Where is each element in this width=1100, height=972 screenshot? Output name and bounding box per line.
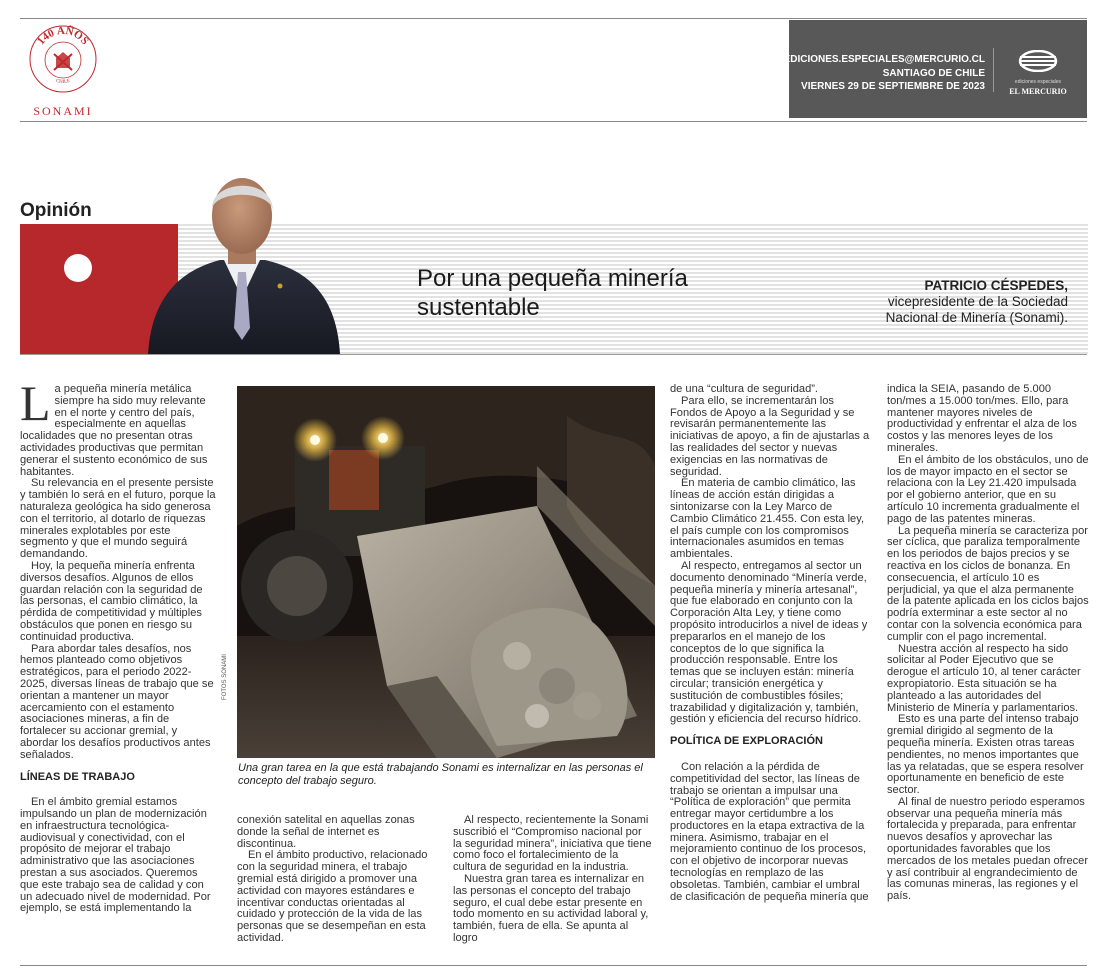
subheading-lineas: LÍNEAS DE TRABAJO: [20, 770, 135, 783]
author-name: PATRICIO CÉSPEDES,: [924, 278, 1068, 293]
article-photo: [237, 386, 655, 758]
publisher-sub: ediciones especiales: [1014, 79, 1062, 85]
paragraph: indica la SEIA, pasando de 5.000 ton/mes a 15.000 ton/mes. Ello, para mantener mayores niveles de productividad y enfrentar el alza de los costos y las menores leyes de los minerales.: [887, 383, 1077, 454]
photo-caption: Una gran tarea en la que está trabajando Sonami es internalizar en las personas el concepto del trabajo seguro.: [238, 762, 643, 787]
paragraph: Para ello, se incrementarán los Fondos de Apoyo a la Seguridad y se revisarán permanentemente las iniciativas de apoyo, a fin de ajustarlas a las realidades del sector y nuevas exigencias en las normativas de seguridad.: [670, 394, 870, 478]
author-role-2: Nacional de Minería (Sonami).: [885, 310, 1068, 325]
paragraph: En el ámbito de los obstáculos, uno de los de mayor impacto en el sector se relaciona con la Ley 21.420 impulsada por el gobierno anterior, que en su artículo 10 incrementa gradualmente el pago de las patentes mineras.: [887, 453, 1089, 525]
paragraph: En materia de cambio climático, las líneas de acción están dirigidas a sintonizarse con la Ley Marco de Cambio Climático 21.455. Con esta ley, el país cumple con los compromisos internacionales asumidos en temas ambientales.: [670, 477, 865, 561]
el-mercurio-logo: [1003, 50, 1073, 96]
paragraph-text: a pequeña minería metálica siempre ha sido muy relevante en el norte y centro del país, especialmente en aquellas localidades que no presentan otras actividades productivas que permitan generar el sustento económico de sus habitantes.: [20, 383, 208, 478]
photo-credit: FOTOS SONAMI: [222, 654, 228, 700]
paragraph: Nuestra acción al respecto ha sido solicitar al Poder Ejecutivo que se derogue el artículo 10, al tener carácter expropiatorio. Esta situación se ha planteado a las autoridades del Ministerio de Minería y parlamentarios.: [887, 642, 1081, 714]
paragraph: Esto es una parte del intenso trabajo gremial dirigido al segmento de la pequeña minería. Existen otras tareas pendientes, no menos importantes que las ya relatadas, que se espera resolver oportunamente en beneficio de este sector.: [887, 713, 1084, 797]
sonami-logo: [22, 24, 104, 120]
org-name: SONAMI: [33, 104, 93, 118]
banner-bottom-line: [20, 354, 1087, 355]
header-divider: [993, 48, 994, 92]
seal-ring-bottom-path: CHILE: [55, 78, 71, 85]
author-role-1: vicepresidente de la Sociedad: [887, 294, 1068, 309]
seal-years: [35, 25, 91, 47]
paragraph: En el ámbito gremial estamos impulsando un plan de modernización en infraestructura tecnológica-audiovisual y conectividad, con el propósito de mejorar el trabajo administrativo que las asociaciones prestan a sus asociados. Queremos que este trabajo sea de calidad y con un adecuado nivel de modernidad. Por ejemplo, se está implementando la: [20, 796, 211, 915]
section-label: Opinión: [20, 200, 92, 221]
publisher-name: EL MERCURIO: [1009, 87, 1067, 96]
paragraph: conexión satelital en aquellas zonas donde la señal de internet es discontinua.: [237, 814, 415, 850]
mining-loader-image: [237, 386, 655, 758]
seal-ring-bottom: [55, 79, 71, 85]
paragraph: En el ámbito productivo, relacionado con la seguridad minera, el trabajo gremial está dirigido a promover una actividad con mayores estándares e incentivar conductas orientadas al cuidado y protección de la vida de las personas que se desempeñan en esta actividad.: [237, 849, 428, 944]
paragraph: Con relación a la pérdida de competitividad del sector, las líneas de trabajo se orientan a impulsar una “Política de exploración” que permita entregar mayor certidumbre a los productores en la etapa extractiva de la minera. Asimismo, trabajar en el mejoramiento continuo de los procesos, con el objetivo de incorporar nuevas tecnologías en remplazo de las obsoletas. También, cambiar el umbral de clasificación de pequeña minería que: [670, 760, 869, 903]
paragraph: La pequeña minería se caracteriza por ser cíclica, que paraliza temporalmente en los periodos de bajos precios y se reactiva en los ciclos de bonanza. En consecuencia, el artículo 10 es perjudicial, ya que el alza permanente de la patente aplicada en los ciclos bajos podría exterminar a este sector al no contar con la solvencia económica para cumplir con el pago incremental.: [887, 524, 1089, 643]
edition-city: SANTIAGO DE CHILE: [882, 67, 985, 79]
column-4: [670, 384, 870, 903]
paragraph: de una “cultura de seguridad”.: [670, 383, 819, 395]
seal-years-path: 140 AÑOS: [35, 24, 91, 48]
el-mercurio-emblem-icon: [1018, 50, 1058, 72]
banner-dot: [64, 254, 92, 282]
paragraph: Al respecto, recientemente la Sonami suscribió el “Compromiso nacional por la seguridad minera”, iniciativa que tiene como foco el fortalecimiento de la cultura de seguridad en la industria.: [453, 814, 652, 874]
paragraph: Nuestra gran tarea es internalizar en las personas el concepto del trabajo seguro, el cual debe estar presente en todo momento en su actividad laboral y, también, fuera de ella. Se apunta al logro: [453, 872, 649, 944]
paragraph: Al respecto, entregamos al sector un documento denominado “Minería verde, pequeña minería y minería artesanal”, que fue elaborado en conjunto con la Corporación Alta Ley, y tiene como propósito introducirlos a nivel de ideas y prepararlos en el manejo de los conceptos de lo que significa la producción responsable. Entre los temas que se incluyen están: minería circular; transición energética y sustitución de combustibles fósiles; trazabilidad y digitalización y, también, gestión y eficiencia del recurso hídrico.: [670, 559, 868, 726]
author-portrait: [140, 168, 345, 354]
column-5: [887, 384, 1089, 903]
paragraph: Su relevancia en el presente persiste y también lo será en el futuro, porque la naturaleza geológica ha sido generosa con el territorio, al dotarlo de riquezas minerales explotables por este segmento y que el mundo seguirá demandando.: [20, 477, 216, 561]
column-2: [237, 815, 437, 945]
drop-cap: L: [20, 375, 51, 431]
title-line-2: sustentable: [417, 294, 540, 321]
header-bottom-rule: [20, 121, 1087, 122]
subheading-politica: POLÍTICA DE EXPLORACIÓN: [670, 735, 823, 748]
edition-date: VIERNES 29 DE SEPTIEMBRE DE 2023: [801, 81, 985, 92]
top-rule: [20, 18, 1087, 19]
sonami-seal-icon: [28, 24, 98, 94]
column-1: [20, 375, 218, 915]
paragraph: Hoy, la pequeña minería enfrenta diversos desafíos. Algunos de ellos guardan relación con la seguridad de las personas, el cambio climático, la pérdida de competitividad y múltiples obstáculos que ponen en riesgo su continuidad productiva.: [20, 559, 203, 643]
paragraph: Para abordar tales desafíos, nos hemos planteado como objetivos estratégicos, para el periodo 2022-2025, diversas líneas de trabajo que se orientan a mantener un mayor acercamiento con el estamento asociaciones mineras, a fin de fortalecer su accionar gremial, y abordar los desafíos productivos antes señalados.: [20, 642, 214, 761]
edition-info: [784, 53, 985, 94]
title-line-1: Por una pequeña minería: [417, 265, 688, 292]
byline: [886, 278, 1068, 326]
bottom-rule: [20, 965, 1087, 966]
column-3: [453, 815, 653, 945]
paragraph: Al final de nuestro periodo esperamos observar una pequeña minería más fortalecida y preparada, para enfrentar nuevos desafíos y aprovechar las oportunidades favorables que los mercados de los metales puedan ofrecer y así contribuir al engrandecimiento de las comunas mineras, las regiones y el país.: [887, 795, 1089, 903]
edition-header-box: [783, 20, 1087, 118]
paragraph: [20, 375, 218, 478]
article-title: [417, 264, 688, 322]
edition-email[interactable]: EDICIONES.ESPECIALES@MERCURIO.CL: [783, 54, 985, 65]
